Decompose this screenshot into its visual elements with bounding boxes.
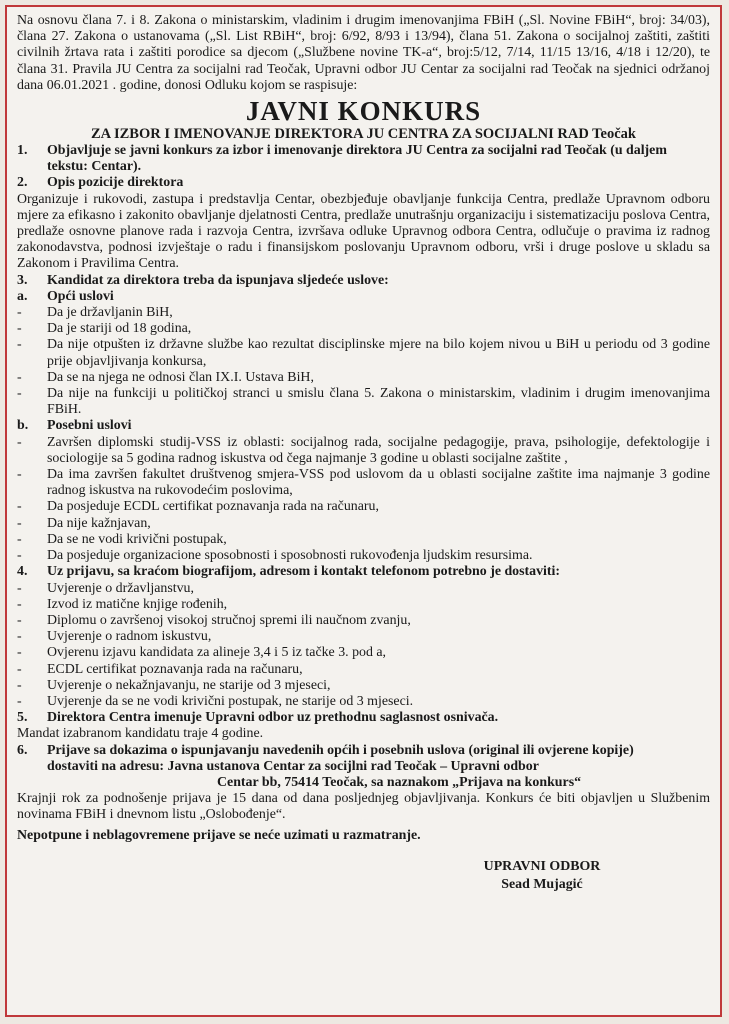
section-6-title: Prijave sa dokazima o ispunjavanju navedenih općih i posebnih uslova (original ili ovjerene kopije) (47, 742, 634, 758)
dash-bullet: - (17, 629, 22, 645)
dash-bullet: - (17, 499, 22, 515)
incomplete-note: Nepotpune i neblagovremene prijave se neće uzimati u razmatranje. (17, 827, 421, 843)
list-item-text: Završen diplomski studij-VSS iz oblasti: socijalnog rada, socijalne pedagogije, prava, psihologije, defektologije i sociologije sa 5 godina radnog iskustva od čega najmanje 3 godine u oblasti socijalne zaštite , (47, 434, 710, 466)
dash-bullet: - (17, 515, 22, 531)
section-3-heading (17, 273, 710, 289)
intro-paragraph: Na osnovu člana 7. i 8. Zakona o ministarskim, vladinim i drugim imenovanjima FBiH („Sl. Novine FBiH“, broj: 34/03), člana 27. Zakona o ustanovama („Sl. List RBiH“, broj: 6/92, 8/93 i 13/94), člana 51. Zakona o socijalnoj zaštiti, zaštiti civilnih žrtava rata i zaštiti porodice sa djecom („Službene novine TK-a“, broj:5/12, 7/14, 11/15 13/16, 4/18 i 12/20), te člana 31. Pravila JU Centra za socijalni rad Teočak, Upravni odbor JU Centar za socijalni rad Teočak na sjednici održanoj dana 06.01.2021 . godine, donosi Odluku kojom se raspisuje: (17, 13, 710, 93)
section-5-text: Mandat izabranom kandidatu traje 4 godine. (17, 726, 264, 742)
list-item (17, 337, 710, 369)
section-number: 2. (17, 175, 28, 191)
dash-bullet: - (17, 580, 22, 596)
section-3-title: Kandidat za direktora treba da ispunjava sljedeće uslove: (47, 272, 389, 288)
section-2-heading (17, 175, 710, 191)
list-item-text: Uvjerenje o državljanstvu, (47, 580, 194, 596)
list-item (17, 662, 710, 678)
list-item-text: Da se na njega ne odnosi član IX.I. Ustava BiH, (47, 369, 314, 385)
list-item (17, 629, 710, 645)
dash-bullet: - (17, 645, 22, 661)
section-4-title: Uz prijavu, sa kraćom biografijom, adresom i kontakt telefonom potrebno je dostaviti: (47, 564, 561, 580)
list-item-text: Da ima završen fakultet društvenog smjera-VSS pod uslovom da u oblasti socijalne zaštite ima najmanje 3 godine radnog iskustva na rukovodećim poslovima, (47, 467, 710, 499)
dash-bullet: - (17, 434, 22, 450)
list-item-text: ECDL certifikat poznavanja rada na računaru, (47, 661, 303, 677)
subsection-a-heading (17, 289, 710, 305)
section-1 (17, 143, 710, 175)
list-item-text: Da posjeduje ECDL certifikat poznavanja rada na računaru, (47, 499, 379, 515)
list-item (17, 548, 710, 564)
list-item-text: Uvjerenje o radnom iskustvu, (47, 629, 212, 645)
dash-bullet: - (17, 369, 22, 385)
dash-bullet: - (17, 661, 22, 677)
list-item (17, 370, 710, 386)
dash-bullet: - (17, 386, 22, 402)
list-item-text: Da je stariji od 18 godina, (47, 321, 192, 337)
list-item-text: Izvod iz matične knjige rođenih, (47, 596, 228, 612)
list-item-text: Da nije na funkciji u političkoj stranci u smislu člana 5. Zakona o ministarskim, vladinim i drugim imenovanjima FBiH. (47, 386, 710, 418)
list-item (17, 645, 710, 661)
section-number: 3. (17, 272, 28, 288)
dash-bullet: - (17, 677, 22, 693)
list-item (17, 386, 710, 418)
signature-name: Sead Mujagić (501, 876, 583, 892)
list-item (17, 613, 710, 629)
notice-subtitle: ZA IZBOR I IMENOVANJE DIREKTORA JU CENTRA ZA SOCIJALNI RAD Teočak (91, 126, 636, 143)
notice-title: JAVNI KONKURS (245, 96, 482, 127)
list-item-text: Uvjerenje da se ne vodi krivični postupak, ne starije od 3 mjeseci. (47, 693, 414, 709)
notice-page (5, 5, 722, 1017)
dash-bullet: - (17, 321, 22, 337)
list-item (17, 499, 710, 515)
list-item-text: Uvjerenje o nekažnjavanju, ne starije od 3 mjeseci, (47, 677, 331, 693)
section-6-heading (17, 743, 710, 759)
section-4-heading (17, 564, 710, 580)
list-item-text: Da je državljanin BiH, (47, 305, 173, 321)
list-item (17, 305, 710, 321)
list-item-text: Diplomu o završenoj visokoj stručnoj spremi ili naučnom zvanju, (47, 612, 411, 628)
section-number: 4. (17, 564, 28, 580)
subsection-letter: a. (17, 288, 28, 304)
list-item-text: Da se ne vodi krivični postupak, (47, 531, 227, 547)
list-item (17, 516, 710, 532)
section-number: 1. (17, 143, 28, 159)
section-2-title: Opis pozicije direktora (47, 175, 184, 191)
signature-block (427, 858, 657, 894)
list-item (17, 678, 710, 694)
list-item (17, 532, 710, 548)
section-number: 6. (17, 742, 28, 758)
subsection-b-heading (17, 418, 710, 434)
dash-bullet: - (17, 548, 22, 564)
section-5-title: Direktora Centra imenuje Upravni odbor uz prethodnu saglasnost osnivača. (47, 710, 499, 726)
section-number: 5. (17, 710, 28, 726)
dash-bullet: - (17, 612, 22, 628)
dash-bullet: - (17, 596, 22, 612)
section-5-heading (17, 710, 710, 726)
subsection-letter: b. (17, 418, 29, 434)
deadline-paragraph: Krajnji rok za podnošenje prijava je 15 dana od dana posljednjeg objavljivanja. Konkurs će biti objavljen u Službenim novinama FBiH i dnevnom listu „Oslobođenje“. (17, 791, 710, 823)
dash-bullet: - (17, 467, 22, 483)
dash-bullet: - (17, 305, 22, 321)
list-item (17, 467, 710, 499)
list-item (17, 435, 710, 467)
dash-bullet: - (17, 693, 22, 709)
list-item-text: Da nije kažnjavan, (47, 515, 151, 531)
list-item (17, 321, 710, 337)
list-item (17, 597, 710, 613)
list-item (17, 694, 710, 710)
list-item-text: Da nije otpušten iz državne službe kao rezultat disciplinske mjere na bilo kojem nivou u BiH u periodu od 3 godine prije objavljivanja konkursa, (47, 337, 710, 369)
list-item-text: Da posjeduje organizacione sposobnosti i sposobnosti rukovođenja ljudskim resursima. (47, 548, 533, 564)
section-1-text: Objavljuje se javni konkurs za izbor i imenovanje direktora JU Centra za socijalni rad Teočak (u daljem tekstu: Centar). (47, 143, 667, 175)
section-6-address-line2: Centar bb, 75414 Teočak, sa naznakom „Prijava na konkurs“ (217, 774, 582, 790)
section-6-address: dostaviti na adresu: Javna ustanova Centar za socijlni rad Teočak – Upravni odbor (47, 758, 539, 774)
list-item-text: Ovjerenu izjavu kandidata za alineje 3,4 i 5 iz tačke 3. pod a, (47, 645, 387, 661)
section-2-text: Organizuje i rukovodi, zastupa i predstavlja Centar, obezbjeđuje obavljanje funkcija Centra, predlaže Upravnom odboru mjere za efikasno i zakonito obavljanje djelatnosti Centra, predlaže unutrašnju organizaciju i sistematizaciju poslova Centra, predlaže osnovne planove rada i razvoja Centra, izvršava odluke Upravnog odbora Centra, odlučuje o pravima iz radnog zakonodavstva, podnosi izvještaje o radu i finansijskom poslovanju Upravnom odboru, vrši i druge poslove u skladu sa Zakonom i Pravilima Centra. (17, 191, 710, 272)
subsection-a-title: Opći uslovi (47, 288, 114, 304)
subsection-b-title: Posebni uslovi (47, 418, 132, 434)
signature-org: UPRAVNI ODBOR (483, 858, 601, 874)
list-item (17, 581, 710, 597)
dash-bullet: - (17, 337, 22, 353)
dash-bullet: - (17, 531, 22, 547)
